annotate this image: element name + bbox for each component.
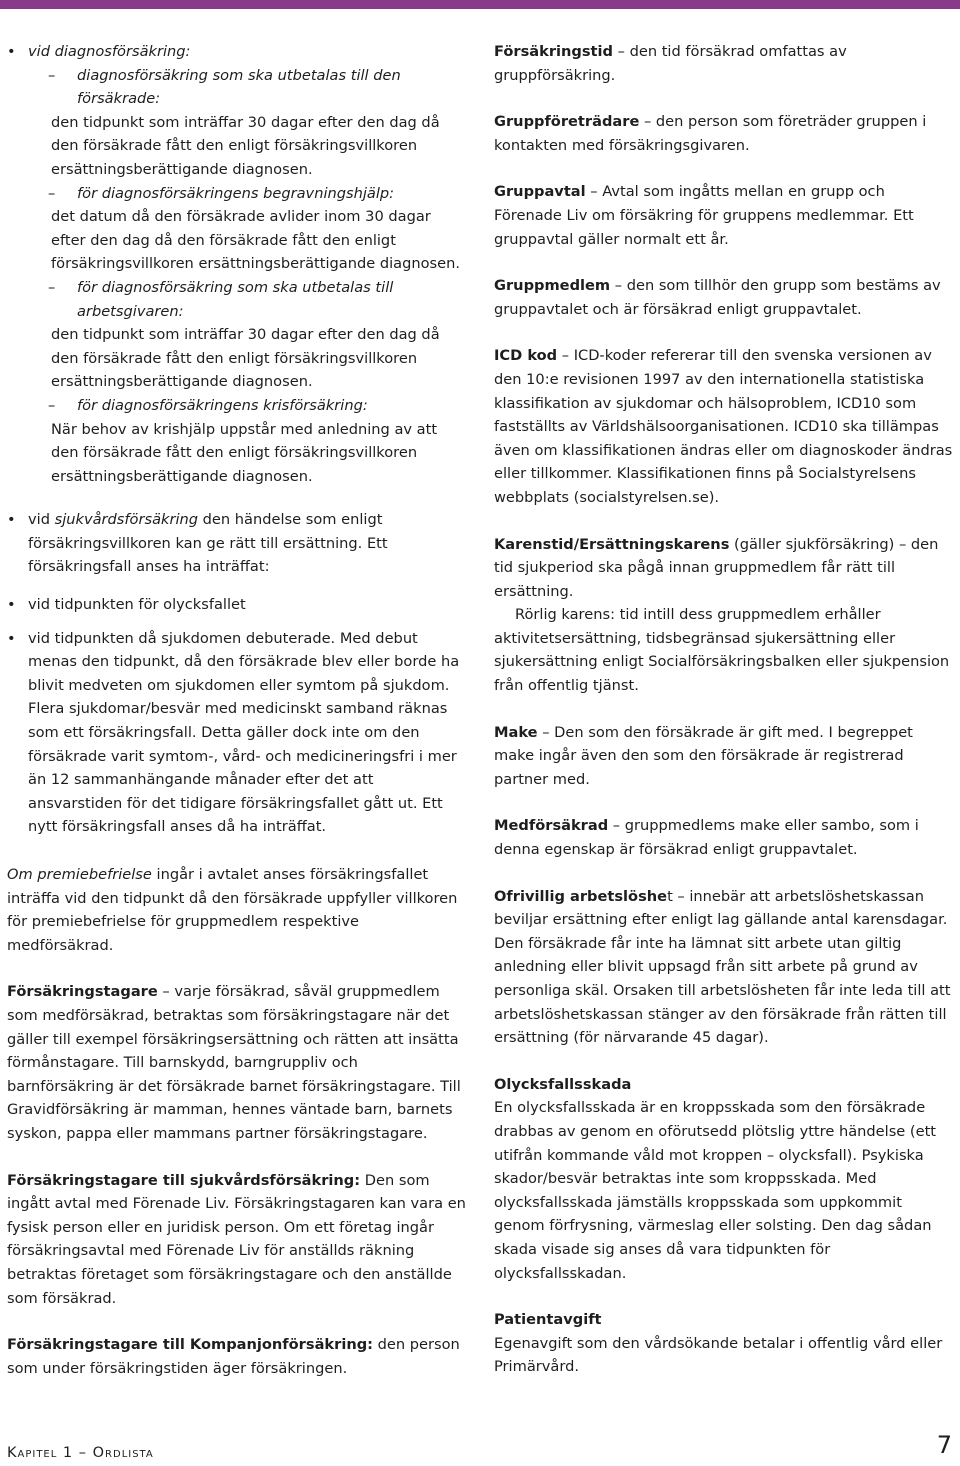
definition-forsakringstid: Försäkringstid – den tid försäkrad omfattas av gruppförsäkring. <box>494 43 847 84</box>
dash-lead: diagnosförsäkring som ska utbetalas till den försäkrade: <box>77 66 401 108</box>
dash-item: – diagnosförsäkring som ska utbetalas till den försäkrade: den tidpunkt som inträffar 30 dagar efter den dag då den försäkrade fått den enligt försäkringsvillkoren ersättningsberättigande diagnosen. <box>28 64 469 182</box>
definition-patientavgift: Patientavgift Egenavgift som den vårdsökande betalar i offentlig vård eller Primärvård. <box>494 1311 943 1376</box>
definition-medforsakrad: Medförsäkrad – gruppmedlems make eller sambo, som i denna egenskap är försäkrad enligt gruppavtalet. <box>494 817 919 859</box>
right-column <box>494 40 956 1379</box>
dash-item: – för diagnosförsäkringens begravningshjälp: det datum då den försäkrade avlider inom 30 dagar efter den dag då den försäkrade fått den enligt försäkringsvillkoren ersättningsberättigande diagnosen. <box>28 182 469 276</box>
dash-item: – för diagnosförsäkringens krisförsäkring: När behov av krishjälp uppstår med anledning av att den försäkrade fått den enligt försäkringsvillkoren ersättningsberättigande diagnosen. <box>28 394 469 488</box>
paragraph-premiebefrielse: Om premiebefrielse ingår i avtalet anses försäkringsfallet inträffa vid den tidpunkt då den försäkrade uppfyller villkoren för premiebefrielse för gruppmedlem respektive medförsäkrad. <box>7 866 458 954</box>
dash-lead: för diagnosförsäkring som ska utbetalas till arbetsgivaren: <box>77 278 394 320</box>
definition-olycksfallsskada: Olycksfallsskada En olycksfallsskada är en kroppsskada som den försäkrade drabbas av genom en oförutsedd plötslig yttre händelse (ett utifrån kommande våld mot kroppen – olycksfall). Psykiska skador/besvär betraktas inte som kroppsskada. Med olycksfallsskada jämställs kroppsskada som uppkommit genom förfrysning, värmeslag eller solsting. Den dag sådan skada visade sig anses då vara tidpunkten för olycksfallsskadan. <box>494 1075 937 1282</box>
dash-text: den tidpunkt som inträffar 30 dagar efter den dag då den försäkrade fått den enligt försäkringsvillkoren ersättningsberättigande diagnosen. <box>51 326 440 391</box>
bullet-diagnosforsakring <box>7 40 469 488</box>
definition-gruppavtal: Gruppavtal – Avtal som ingåtts mellan en grupp och Förenade Liv om försäkring för gruppens medlemmar. Ett gruppavtal gäller normalt ett år. <box>494 183 914 248</box>
dash-text: det datum då den försäkrade avlider inom 30 dagar efter den dag då den försäkrade fått den enligt försäkringsvillkoren ersättningsberättigande diagnosen. <box>51 208 461 273</box>
dash-text: den tidpunkt som inträffar 30 dagar efter den dag då den försäkrade fått den enligt försäkringsvillkoren ersättningsberättigande diagnosen. <box>51 113 440 178</box>
bullet-olycksfall: • vid tidpunkten för olycksfallet <box>7 593 469 617</box>
definition-forsakringstagare-kompanjon: Försäkringstagare till Kompanjonförsäkring: den person som under försäkringstiden äger försäkringen. <box>7 1336 460 1377</box>
header-accent-bar <box>0 0 960 9</box>
left-column <box>7 40 469 1380</box>
definition-karenstid: Karenstid/Ersättningskarens (gäller sjukförsäkring) – den tid sjukperiod ska pågå innan gruppmedlem får rätt till ersättning. <box>494 535 939 600</box>
footer-chapter-label: Kapitel 1 – Ordlista <box>7 1445 154 1461</box>
definition-gruppmedlem: Gruppmedlem – den som tillhör den grupp som bestäms av gruppavtalet och är försäkrad enligt gruppavtalet. <box>494 277 941 318</box>
definition-gruppforetradare: Gruppföreträdare – den person som företräder gruppen i kontakten med försäkringsgivaren. <box>494 113 927 154</box>
dash-lead: för diagnosförsäkringens krisförsäkring: <box>77 396 368 414</box>
bullet-sjukvardsforsakring: • vid sjukvårdsförsäkring den händelse som enligt försäkringsvillkoren kan ge rätt till ersättning. Ett försäkringsfall anses ha inträffat: <box>7 508 469 579</box>
definition-forsakringstagare: Försäkringstagare – varje försäkrad, såväl gruppmedlem som medförsäkrad, betraktas som försäkringstagare när det gäller till exempel försäkringsersättning och rätten att insätta förmånstagare. Till barnskydd, barngruppliv och barnförsäkring är det försäkrade barnet försäkringstagare. Till Gravidförsäkring är mamman, hennes väntade barn, barnets syskon, pappa eller mammans partner försäkringstagare. <box>7 983 461 1142</box>
definition-karenstid-rorlig: Rörlig karens: tid intill dess gruppmedlem erhåller aktivitetsersättning, tidsbegränsad sjukersättning eller sjukersättning enligt Socialförsäkringsbalken eller sjukpension från offentlig tjänst. <box>494 606 950 695</box>
definition-ofrivillig-arbetsloshet: Ofrivillig arbetslöshet – innebär att arbetslöshetskassan beviljar ersättning efter enligt lag gällande antal karensdagar. Den försäkrade får inte ha lämnat sitt arbete utan giltig anledning eller blivit uppsagd från sitt arbete på grund av personliga skäl. Orsaken till arbetslösheten får inte leda till att arbetslöshetskassan stänger av den försäkrade från rätten till ersättning (för närvarande 45 dagar). <box>494 887 951 1047</box>
dash-lead: för diagnosförsäkringens begravningshjälp: <box>77 184 395 202</box>
definition-forsakringstagare-sjukvard: Försäkringstagare till sjukvårdsförsäkring: Den som ingått avtal med Förenade Liv. Försäkringstagaren kan vara en fysisk person eller en juridisk person. Om ett företag ingår försäkringsavtal med Förenade Liv för anställds räkning betraktas företaget som försäkringstagare och den anställde som försäkrad. <box>7 1171 466 1307</box>
bullet-title: • vid diagnosförsäkring: <box>28 43 191 60</box>
dash-item: – för diagnosförsäkring som ska utbetalas till arbetsgivaren: den tidpunkt som inträffar 30 dagar efter den dag då den försäkrade fått den enligt försäkringsvillkoren ersättningsberättigande diagnosen. <box>28 276 469 394</box>
page-number: 7 <box>936 1431 952 1459</box>
dash-text: När behov av krishjälp uppstår med anledning av att den försäkrade fått den enligt försäkringsvillkoren ersättningsberättigande diagnosen. <box>51 420 438 485</box>
definition-make: Make – Den som den försäkrade är gift med. I begreppet make ingår även den som den försäkrade är registrerad partner med. <box>494 723 913 788</box>
italic-term: sjukvårdsförsäkring <box>54 511 199 529</box>
bullet-sjukdom: • vid tidpunkten då sjukdomen debuterade. Med debut menas den tidpunkt, då den försäkrade blev eller borde ha blivit medveten om sjukdomen eller symtom på sjukdom. Flera sjukdomar/besvär med medicinskt samband räknas som ett försäkringsfall. Detta gäller dock inte om den försäkrade varit symtom-, vård- och medicineringsfri i mer än 12 sammanhängande månader efter det att ansvarstiden för det tidigare försäkringsfallet gått ut. Ett nytt försäkringsfall anses då ha inträffat. <box>7 627 469 839</box>
definition-icd-kod: ICD kod – ICD-koder refererar till den svenska versionen av den 10:e revisionen 1997 av den internationella statistiska klassifikation av sjukdomar och hälsoproblem, ICD10 som fastställts av Världshälsoorganisationen. ICD10 ska tillämpas även om klassifikationen ändras eller om diagnoskoder ändras eller tillkommer. Klassifikationen finns på Socialstyrelsens webbplats (socialstyrelsen.se). <box>494 347 953 506</box>
